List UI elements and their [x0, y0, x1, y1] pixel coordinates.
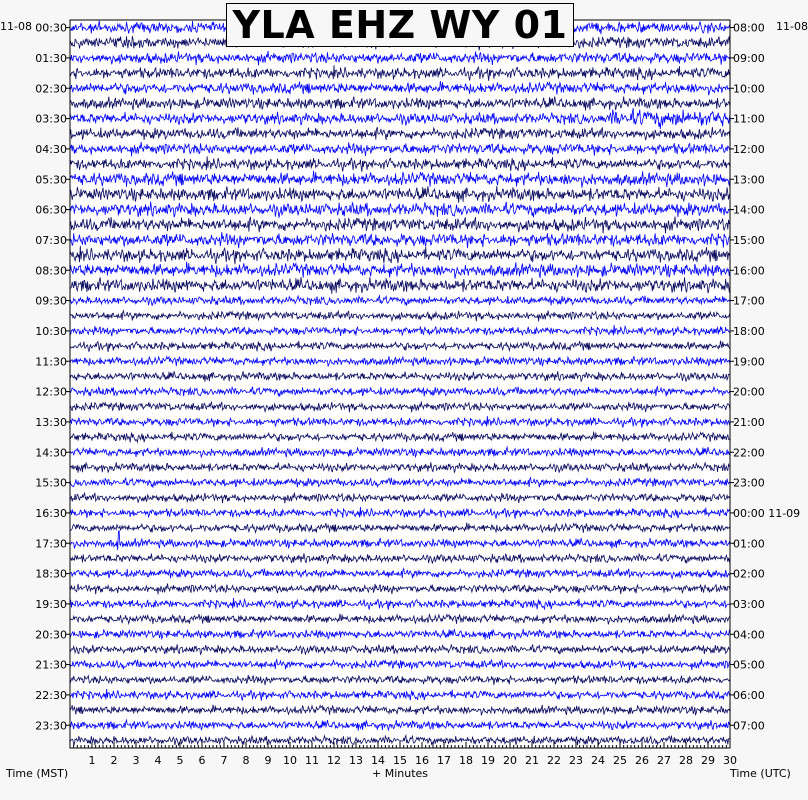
- left-tick-label: 11:30: [35, 355, 67, 369]
- left-tick-label: 02:30: [35, 82, 67, 96]
- title-box: [226, 3, 574, 47]
- x-tick-label: 6: [198, 754, 206, 767]
- left-tick-label: 17:30: [35, 537, 67, 551]
- x-tick-label: 1: [88, 754, 96, 767]
- date-right-label: 11-08: [776, 20, 808, 33]
- right-tick-label: 21:00: [733, 415, 765, 429]
- x-tick-label: 21: [525, 754, 539, 767]
- plot-area: [70, 20, 730, 748]
- right-tick-label: 11:00: [733, 112, 765, 126]
- left-tick-label: 07:30: [35, 233, 67, 247]
- right-axis-label: Time (UTC): [730, 767, 791, 780]
- left-tick-label: 23:30: [35, 719, 67, 733]
- right-tick-label: 10:00: [733, 82, 765, 96]
- left-tick-label: 16:30: [35, 506, 67, 520]
- x-tick-label: 27: [657, 754, 671, 767]
- x-tick-label: 8: [242, 754, 250, 767]
- left-tick-label: 03:30: [35, 112, 67, 126]
- left-tick-label: 22:30: [35, 688, 67, 702]
- right-tick-label: 08:00: [733, 21, 765, 35]
- right-tick-label: 16:00: [733, 264, 765, 278]
- left-tick-label: 19:30: [35, 597, 67, 611]
- x-tick-label: 30: [723, 754, 737, 767]
- left-tick-label: 05:30: [35, 173, 67, 187]
- x-tick-label: 29: [701, 754, 715, 767]
- x-tick-label: 19: [481, 754, 495, 767]
- x-tick-label: 24: [591, 754, 605, 767]
- left-tick-label: 12:30: [35, 385, 67, 399]
- chart-title: YLA EHZ WY 01: [232, 3, 568, 47]
- x-tick-label: 3: [132, 754, 140, 767]
- left-tick-label: 09:30: [35, 294, 67, 308]
- x-tick-label: 17: [437, 754, 451, 767]
- x-tick-label: 10: [283, 754, 297, 767]
- left-tick-label: 04:30: [35, 142, 67, 156]
- left-axis-label: Time (MST): [6, 767, 69, 780]
- x-tick-label: 22: [547, 754, 561, 767]
- left-tick-label: 06:30: [35, 203, 67, 217]
- right-tick-label: 09:00: [733, 51, 765, 65]
- x-tick-label: 14: [371, 754, 385, 767]
- left-tick-label: 14:30: [35, 446, 67, 460]
- right-tick-label: 07:00: [733, 719, 765, 733]
- right-tick-label: 01:00: [733, 537, 765, 551]
- right-tick-label: 14:00: [733, 203, 765, 217]
- right-tick-label: 17:00: [733, 294, 765, 308]
- date-left-label: 11-08: [0, 20, 32, 33]
- left-tick-label: 01:30: [35, 51, 67, 65]
- right-tick-label: 19:00: [733, 355, 765, 369]
- x-tick-label: 26: [635, 754, 649, 767]
- right-tick-label: 02:00: [733, 567, 765, 581]
- right-tick-label: 18:00: [733, 324, 765, 338]
- left-tick-label: 20:30: [35, 628, 67, 642]
- right-tick-label: 22:00: [733, 446, 765, 460]
- left-tick-label: 18:30: [35, 567, 67, 581]
- x-tick-label: 16: [415, 754, 429, 767]
- x-tick-label: 7: [220, 754, 228, 767]
- right-tick-label: 23:00: [733, 476, 765, 490]
- x-tick-label: 4: [154, 754, 162, 767]
- x-tick-label: 9: [264, 754, 272, 767]
- x-tick-label: 2: [110, 754, 118, 767]
- left-tick-label: 00:30: [35, 21, 67, 35]
- right-tick-label: 12:00: [733, 142, 765, 156]
- left-tick-label: 08:30: [35, 264, 67, 278]
- right-tick-label: 04:00: [733, 628, 765, 642]
- right-tick-label: 00:00 11-09: [733, 506, 801, 520]
- x-tick-label: 20: [503, 754, 517, 767]
- x-tick-label: 23: [569, 754, 583, 767]
- x-tick-label: 15: [393, 754, 407, 767]
- bottom-axis-label: + Minutes: [372, 767, 429, 780]
- left-tick-label: 13:30: [35, 415, 67, 429]
- x-tick-label: 12: [327, 754, 341, 767]
- left-tick-label: 21:30: [35, 658, 67, 672]
- left-tick-label: 15:30: [35, 476, 67, 490]
- x-tick-label: 25: [613, 754, 627, 767]
- x-tick-label: 5: [176, 754, 184, 767]
- x-tick-label: 28: [679, 754, 693, 767]
- x-tick-label: 18: [459, 754, 473, 767]
- right-tick-label: 15:00: [733, 233, 765, 247]
- right-tick-label: 20:00: [733, 385, 765, 399]
- right-tick-label: 03:00: [733, 597, 765, 611]
- x-tick-label: 13: [349, 754, 363, 767]
- right-tick-label: 13:00: [733, 173, 765, 187]
- left-tick-label: 10:30: [35, 324, 67, 338]
- right-tick-label: 05:00: [733, 658, 765, 672]
- x-tick-label: 11: [305, 754, 319, 767]
- right-tick-label: 06:00: [733, 688, 765, 702]
